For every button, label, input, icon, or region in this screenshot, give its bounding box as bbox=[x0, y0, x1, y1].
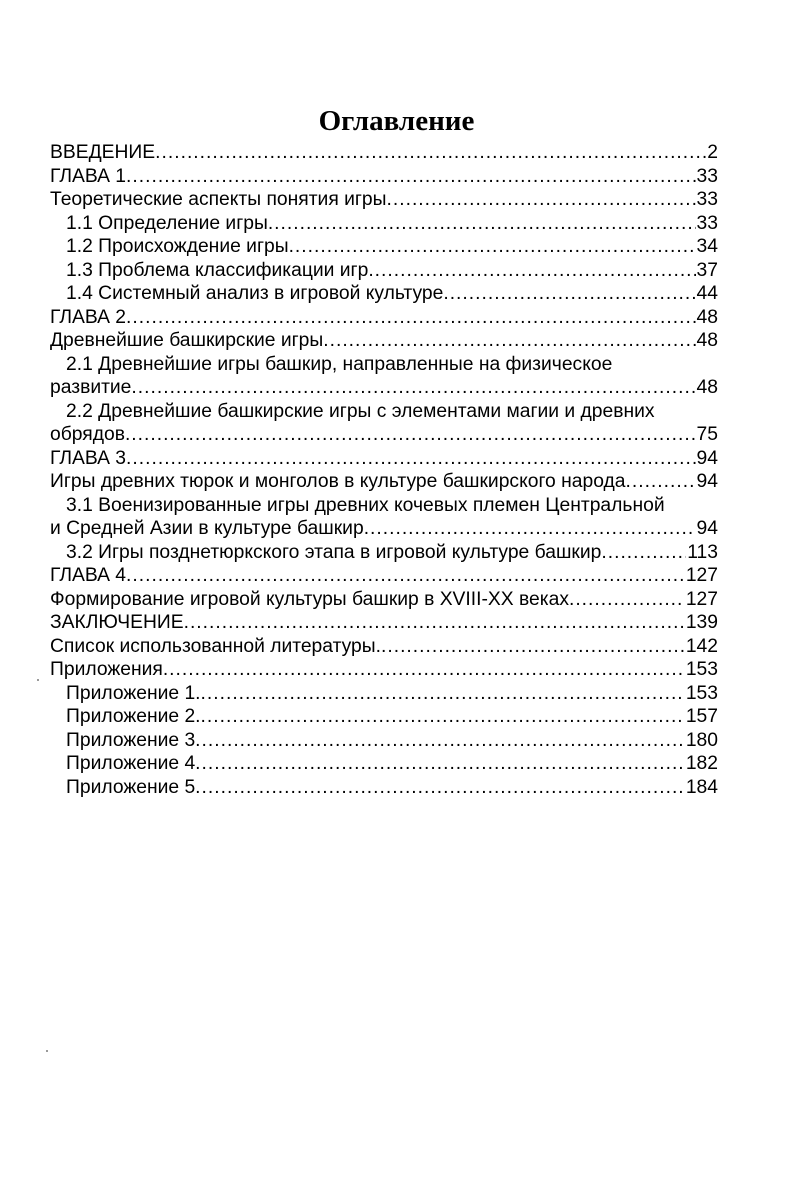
toc-entry-section-1-2[interactable] bbox=[50, 235, 718, 259]
dot-leader bbox=[126, 564, 685, 588]
dot-leader bbox=[163, 658, 685, 682]
dot-leader bbox=[323, 329, 695, 353]
toc-entry-title: ЗАКЛЮЧЕНИЕ bbox=[50, 612, 184, 633]
toc-entry-chapter-1[interactable] bbox=[50, 165, 718, 189]
toc-entry-title-line-2: развитие bbox=[50, 377, 132, 398]
toc-entry-section-3-2[interactable] bbox=[50, 541, 718, 565]
toc-entry-section-1-4[interactable] bbox=[50, 282, 718, 306]
toc-entry-appendices[interactable] bbox=[50, 658, 718, 682]
toc-entry-title: Теоретические аспекты понятия игры bbox=[50, 189, 387, 210]
toc-entry-title-line-1: 2.1 Древнейшие игры башкир, направленные на физическое bbox=[66, 353, 613, 375]
toc-entry-title: ГЛАВА 3 bbox=[50, 447, 127, 469]
dot-leader bbox=[601, 541, 686, 565]
toc-entry-title: Приложения bbox=[50, 659, 163, 680]
toc-entry-chapter-3-title[interactable] bbox=[50, 470, 718, 494]
toc-entry-title: Список использованной литературы. bbox=[50, 635, 381, 657]
toc-page-number: 48 bbox=[696, 330, 718, 351]
toc-entry-title: ГЛАВА 2 bbox=[50, 306, 127, 328]
toc-page-number: 184 bbox=[685, 776, 718, 798]
toc-page-number: 94 bbox=[696, 471, 718, 492]
toc-entry-conclusion[interactable] bbox=[50, 611, 718, 635]
dot-leader bbox=[289, 235, 696, 259]
toc-entry-section-2-1[interactable] bbox=[50, 353, 718, 400]
dot-leader bbox=[381, 635, 685, 659]
toc-entry-chapter-2[interactable] bbox=[50, 306, 718, 330]
toc-entry-title: Приложение 3 bbox=[66, 729, 196, 751]
toc-entry-appendix-4[interactable] bbox=[50, 752, 718, 776]
dot-leader bbox=[368, 259, 695, 283]
toc-entry-chapter-3[interactable] bbox=[50, 447, 718, 471]
toc-page-number: 33 bbox=[696, 189, 718, 210]
toc-entry-section-3-1[interactable] bbox=[50, 494, 718, 541]
toc-page-number: 75 bbox=[696, 424, 718, 445]
toc-page-number: 44 bbox=[696, 283, 718, 304]
toc-page-number: 33 bbox=[696, 212, 718, 234]
toc-entry-title-line-1: 2.2 Древнейшие башкирские игры с элементами магии и древних bbox=[66, 400, 655, 422]
dot-leader bbox=[195, 729, 685, 753]
toc-entry-appendix-3[interactable] bbox=[50, 729, 718, 753]
dot-leader bbox=[387, 188, 696, 212]
toc-entry-appendix-2[interactable] bbox=[50, 705, 718, 729]
dot-leader bbox=[126, 447, 696, 471]
dot-leader bbox=[195, 776, 685, 800]
toc-page-number: 48 bbox=[696, 377, 718, 398]
toc-entry-appendix-5[interactable] bbox=[50, 776, 718, 800]
toc-entry-title: ГЛАВА 4 bbox=[50, 565, 127, 586]
dot-leader bbox=[126, 306, 696, 330]
dot-leader bbox=[364, 517, 696, 541]
toc-page-number: 94 bbox=[696, 447, 718, 469]
dot-leader bbox=[131, 376, 695, 400]
toc-entry-section-2-2[interactable] bbox=[50, 400, 718, 447]
toc-entry-title: 1.1 Определение игры bbox=[66, 212, 268, 234]
toc-entry-title: Древнейшие башкирские игры bbox=[50, 330, 324, 351]
toc-entry-introduction[interactable] bbox=[50, 141, 718, 165]
toc-entry-section-1-1[interactable] bbox=[50, 212, 718, 236]
toc-page-number: 182 bbox=[685, 753, 718, 774]
toc-entry-title-line-2: и Средней Азии в культуре башкир bbox=[50, 518, 364, 539]
toc-entry-bibliography[interactable] bbox=[50, 635, 718, 659]
dot-leader bbox=[126, 165, 696, 189]
toc-entry-title: Формирование игровой культуры башкир в XVIII-XX веках bbox=[50, 588, 569, 610]
scan-speck bbox=[37, 679, 39, 681]
toc-page-number: 94 bbox=[696, 518, 718, 539]
toc-page-number: 2 bbox=[707, 142, 718, 163]
toc-page-number: 34 bbox=[696, 236, 718, 257]
dot-leader bbox=[201, 682, 685, 706]
toc-entry-title: 1.3 Проблема классификации игр bbox=[66, 259, 369, 281]
toc-page-number: 180 bbox=[685, 729, 718, 751]
toc-page-number: 33 bbox=[696, 165, 718, 187]
toc-entry-title-line-2: обрядов bbox=[50, 424, 125, 445]
table-of-contents bbox=[50, 141, 718, 799]
toc-entry-title: 3.2 Игры позднетюркского этапа в игровой культуре башкир bbox=[66, 541, 602, 563]
toc-entry-appendix-1[interactable] bbox=[50, 682, 718, 706]
dot-leader bbox=[626, 470, 696, 494]
toc-page-number: 48 bbox=[696, 306, 718, 328]
toc-page-number: 127 bbox=[685, 565, 718, 586]
toc-entry-title: Приложение 5 bbox=[66, 776, 196, 798]
toc-page-number: 37 bbox=[696, 259, 718, 281]
scan-speck bbox=[46, 1050, 48, 1052]
toc-entry-chapter-1-title[interactable] bbox=[50, 188, 718, 212]
toc-entry-title: 1.2 Происхождение игры bbox=[66, 236, 289, 257]
toc-entry-title: Приложение 4 bbox=[66, 753, 196, 774]
toc-page-number: 139 bbox=[685, 612, 718, 633]
toc-page-number: 153 bbox=[685, 659, 718, 680]
toc-entry-chapter-4[interactable] bbox=[50, 564, 718, 588]
dot-leader bbox=[125, 423, 696, 447]
dot-leader bbox=[201, 705, 685, 729]
toc-entry-title: Приложение 1. bbox=[66, 682, 201, 704]
toc-page-number: 127 bbox=[685, 588, 718, 610]
page-title: Оглавление bbox=[318, 105, 475, 137]
toc-entry-title: Игры древних тюрок и монголов в культуре башкирского народа bbox=[50, 471, 626, 492]
toc-entry-section-1-3[interactable] bbox=[50, 259, 718, 283]
dot-leader bbox=[443, 282, 695, 306]
toc-entry-title-line-1: 3.1 Военизированные игры древних кочевых племен Центральной bbox=[66, 494, 665, 516]
dot-leader bbox=[155, 141, 706, 165]
toc-entry-title: 1.4 Системный анализ в игровой культуре bbox=[66, 283, 444, 304]
toc-page-number: 153 bbox=[685, 682, 718, 704]
dot-leader bbox=[184, 611, 685, 635]
toc-page-number: 142 bbox=[685, 635, 718, 657]
toc-entry-title: ВВЕДЕНИЕ bbox=[50, 142, 156, 163]
toc-page-number: 157 bbox=[685, 706, 718, 727]
toc-entry-title: ГЛАВА 1 bbox=[50, 165, 127, 187]
dot-leader bbox=[268, 212, 696, 236]
toc-entry-title: Приложение 2. bbox=[66, 706, 201, 727]
toc-entry-chapter-4-title[interactable] bbox=[50, 588, 718, 612]
dot-leader bbox=[195, 752, 685, 776]
toc-page-number: 113 bbox=[687, 541, 718, 563]
dot-leader bbox=[569, 588, 685, 612]
toc-entry-chapter-2-title[interactable] bbox=[50, 329, 718, 353]
